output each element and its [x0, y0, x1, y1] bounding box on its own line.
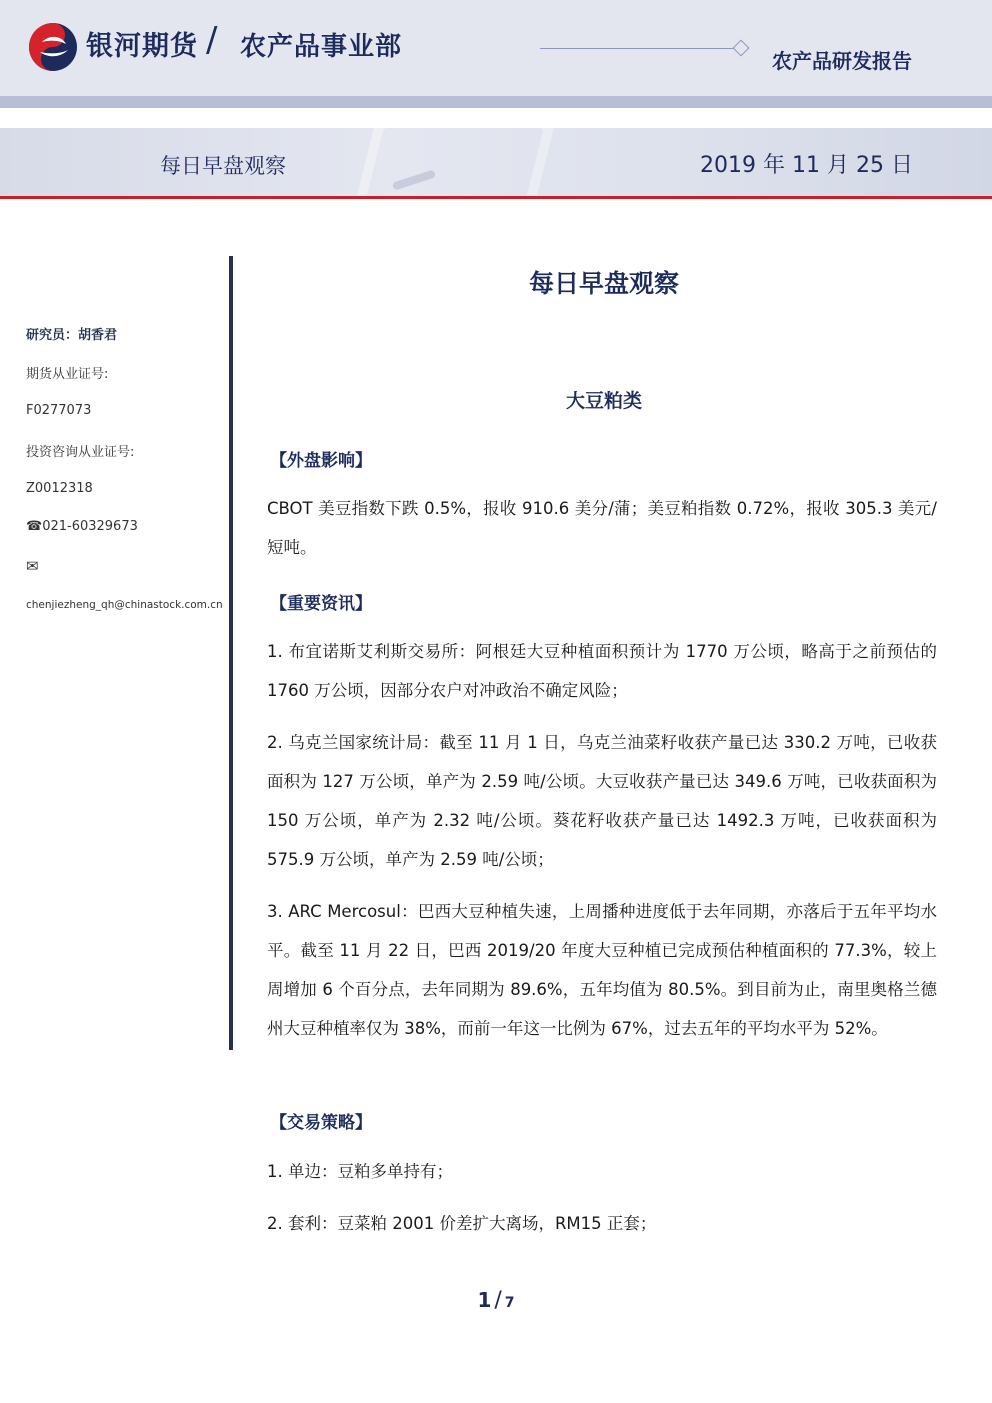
section-title: 大豆粕类: [565, 390, 642, 412]
document-title: 每日早盘观察: [528, 269, 679, 298]
researcher-name: 研究员：胡香君: [26, 328, 118, 343]
report-date: 2019 年 11 月 25 日: [700, 153, 913, 178]
header-stripe: [0, 96, 992, 108]
page-separator: /: [494, 1288, 502, 1313]
banner-decor: [344, 128, 556, 196]
subheading-strategy: 【交易策略】: [270, 1113, 372, 1133]
header-decor-line: [540, 48, 736, 49]
report-type: 农产品研发报告: [772, 49, 912, 73]
diamond-icon: [733, 40, 750, 57]
mail-icon: ✉: [26, 557, 39, 575]
external-market-paragraph: CBOT 美豆指数下跌 0.5%，报收 910.6 美分/蒲；美豆粕指数 0.72%，报收 305.3 美元/短吨。: [267, 499, 937, 557]
email-link[interactable]: chenjiezheng_qh@chinastock.com.cn: [26, 599, 223, 611]
strategy-item-1: 1. 单边：豆粕多单持有；: [267, 1162, 453, 1181]
report-header: [0, 0, 992, 96]
consult-license-number: Z0012318: [26, 481, 93, 496]
page-current: 1: [477, 1288, 492, 1312]
news-item-3: 3. ARC Mercosul：巴西大豆种植失速，上周播种进度低于去年同期，亦落后于五年平均水平。截至 11 月 22 日，巴西 2019/20 年度大豆种植已完成预估种植面积的 77.3%，较上周增加 6 个百分点，去年同期为 89.6%，五年均值为 80.5%。到目前为止，南里奥格兰德州大豆种植率仅为 38%，而前一年这一比例为 67%，过去五年的平均水平为 52%。: [267, 902, 937, 1038]
phone-number: ☎021-60329673: [26, 519, 138, 534]
consult-license-label: 投资咨询从业证号:: [26, 445, 135, 460]
banner-title: 每日早盘观察: [160, 154, 286, 178]
subheading-external: 【外盘影响】: [270, 451, 372, 471]
brand-name: 银河期货: [86, 31, 198, 62]
futures-license-number: F0277073: [26, 403, 92, 418]
page-total: 7: [504, 1295, 515, 1311]
galaxy-logo-icon: [28, 22, 78, 72]
page-number: [0, 1288, 992, 1313]
news-item-1: 1. 布宜诺斯艾利斯交易所：阿根廷大豆种植面积预计为 1770 万公顷，略高于之前预估的 1760 万公顷，因部分农户对冲政治不确定风险；: [267, 642, 937, 700]
subheading-news: 【重要资讯】: [270, 594, 372, 614]
futures-license-label: 期货从业证号:: [26, 367, 109, 382]
news-item-2: 2. 乌克兰国家统计局：截至 11 月 1 日，乌克兰油菜籽收获产量已达 330.2 万吨，已收获面积为 127 万公顷，单产为 2.59 吨/公顷。大豆收获产量已达 349.6 万吨，已收获面积为 150 万公顷，单产为 2.32 吨/公顷。葵花籽收获产量已达 1492.3 万吨，已收获面积为 575.9 万公顷，单产为 2.59 吨/公顷；: [267, 733, 937, 869]
strategy-item-2: 2. 套利：豆菜粕 2001 价差扩大离场，RM15 正套；: [267, 1214, 657, 1233]
department-name: 农产品事业部: [240, 32, 403, 62]
sidebar-divider: [229, 256, 233, 1050]
banner-red-rule: [0, 196, 992, 199]
brand-divider: /: [206, 20, 218, 60]
